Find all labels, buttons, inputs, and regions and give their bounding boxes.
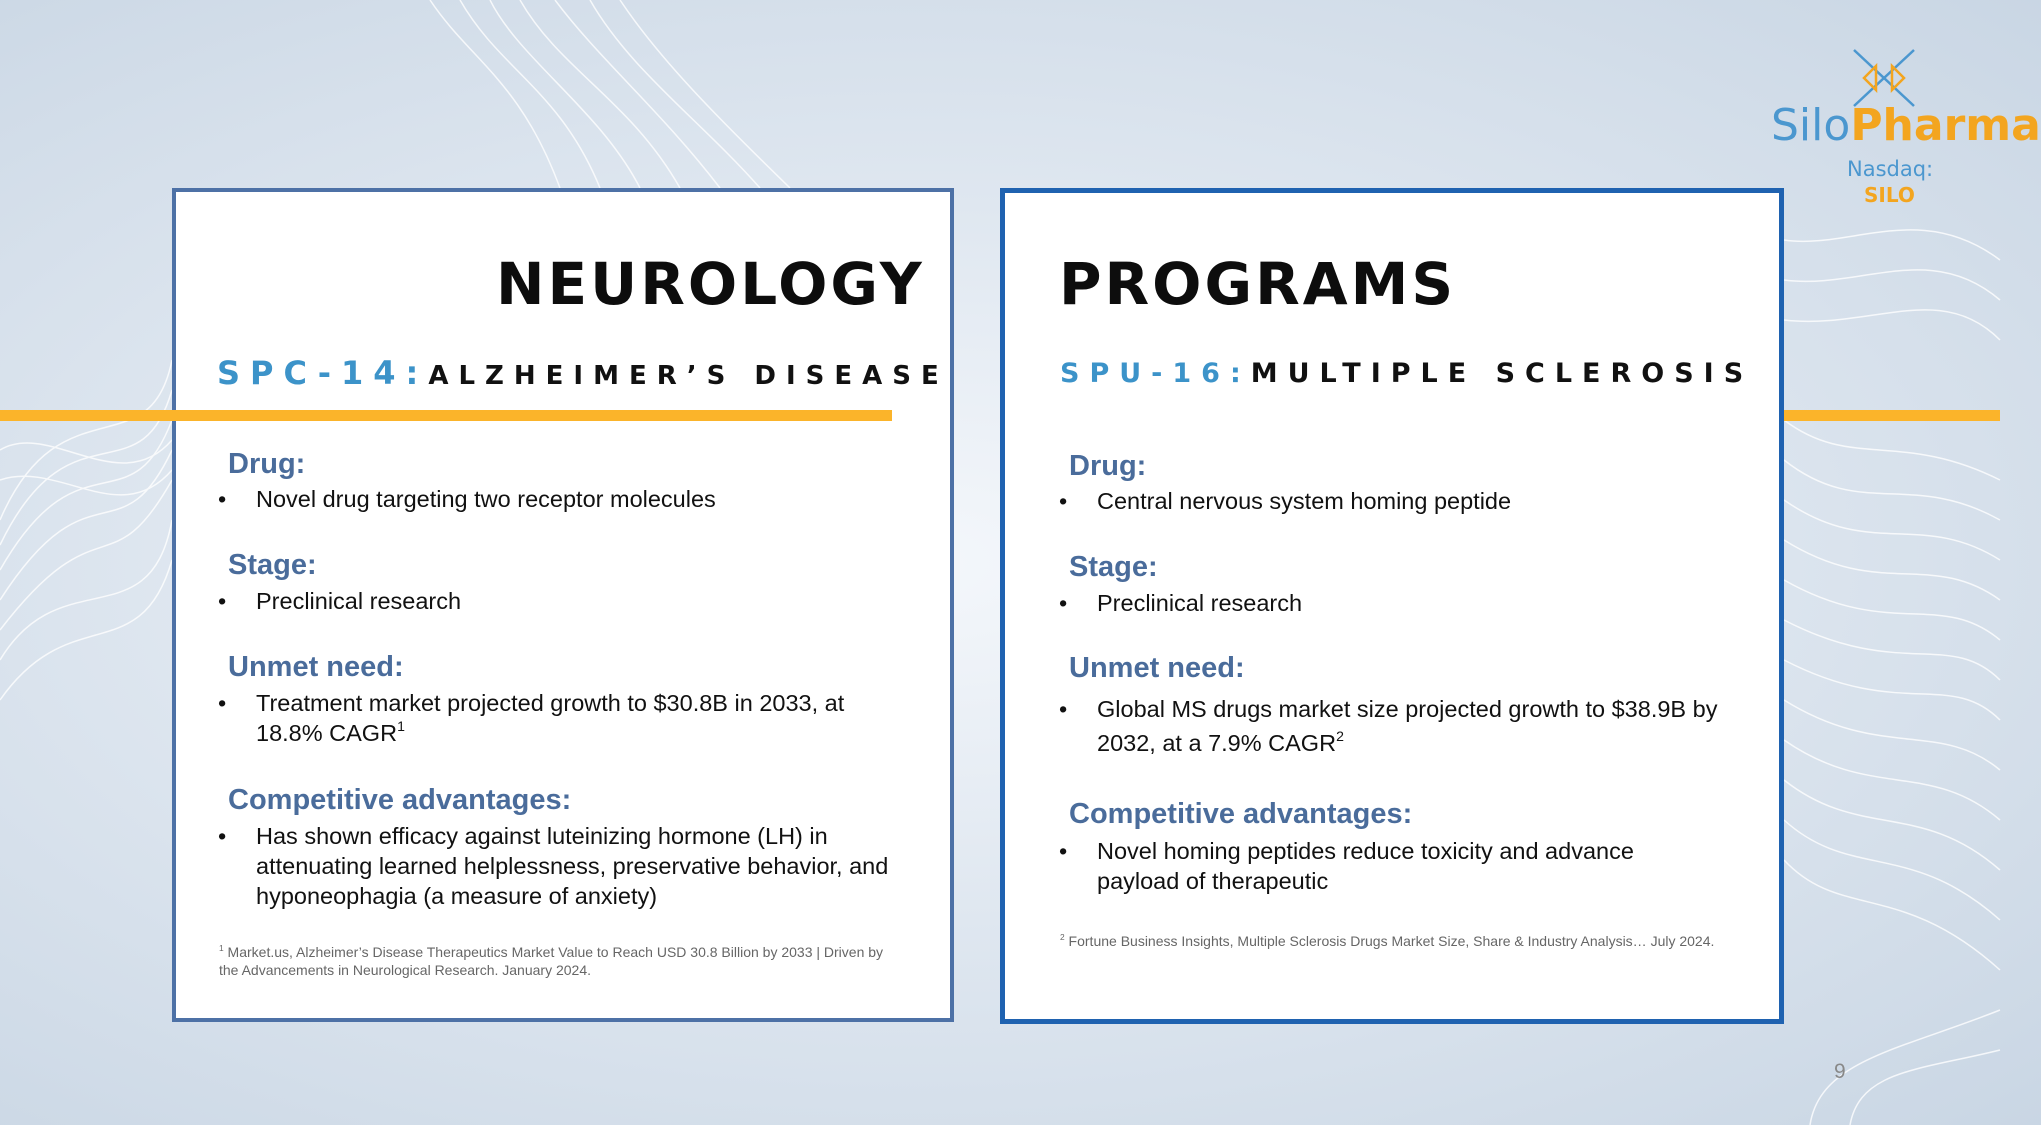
footnote-ref: 2 [1336, 728, 1344, 745]
competitive-advantages-label: Competitive advantages: [228, 784, 572, 816]
competitive-advantages-bullet [1059, 836, 1699, 896]
bullet-dot: • [1059, 838, 1068, 864]
stage-label: Stage: [1069, 551, 1158, 583]
bullet-dot: • [1059, 696, 1068, 722]
unmet-need-text: Global MS drugs market size projected growth to $38.9B by 2032, at a 7.9% CAGR [1097, 696, 1718, 756]
bullet-dot: • [218, 823, 227, 849]
silo-pharma-logo-icon [1846, 48, 1922, 108]
neurology-heading: NEUROLOGY [496, 250, 925, 318]
footnote-number: 1 [219, 943, 224, 954]
spc14-subheading [217, 354, 949, 392]
drug-text: Central nervous system homing peptide [1097, 488, 1512, 514]
competitive-advantages-bullet [218, 821, 898, 911]
footnote [1060, 932, 1730, 950]
programs-heading: PROGRAMS [1059, 250, 1457, 318]
stage-bullet [218, 586, 898, 616]
footnote-ref: 1 [397, 718, 405, 735]
drug-bullet [1059, 486, 1739, 516]
program-title: MULTIPLE SCLEROSIS [1250, 358, 1754, 389]
page-number: 9 [1834, 1060, 1846, 1083]
gold-divider [172, 410, 892, 421]
bullet-dot: • [1059, 488, 1068, 514]
unmet-need-bullet [1059, 692, 1739, 760]
bullet-dot: • [1059, 590, 1068, 616]
unmet-need-label: Unmet need: [1069, 652, 1245, 684]
bullet-dot: • [218, 486, 227, 512]
exchange-label: Nasdaq: [1847, 157, 1934, 181]
ticker-symbol: SILO [1864, 183, 1915, 207]
competitive-advantages-text: Has shown efficacy against luteinizing hormone (LH) in attenuating learned helplessness, preservative behavior, and hyponeophagia (a measure of anxiety) [256, 823, 889, 909]
bullet-dot: • [218, 588, 227, 614]
drug-label: Drug: [228, 448, 306, 480]
stage-label: Stage: [228, 549, 317, 581]
drug-text: Novel drug targeting two receptor molecules [256, 486, 716, 512]
unmet-need-label: Unmet need: [228, 651, 404, 683]
bullet-dot: • [218, 690, 227, 716]
drug-bullet [218, 484, 898, 514]
stage-text: Preclinical research [256, 588, 462, 614]
program-code: SPC-14: [217, 354, 429, 392]
logo-pharma: Pharma [1850, 100, 2041, 151]
footnote-text: Fortune Business Insights, Multiple Sclerosis Drugs Market Size, Share & Industry Analysis… July 2024. [1064, 933, 1715, 949]
footnote-number: 2 [1060, 932, 1065, 943]
stage-text: Preclinical research [1097, 590, 1303, 616]
competitive-advantages-label: Competitive advantages: [1069, 798, 1413, 830]
logo-silo: Silo [1771, 100, 1851, 151]
company-logo-text [1771, 100, 2041, 151]
unmet-need-text: Treatment market projected growth to $30.8B in 2033, at 18.8% CAGR [256, 690, 845, 746]
stage-bullet [1059, 588, 1739, 618]
drug-label: Drug: [1069, 450, 1147, 482]
program-title: ALZHEIMER’S DISEASE [428, 361, 949, 391]
program-code: SPU-16: [1060, 358, 1251, 389]
unmet-need-bullet [218, 688, 898, 748]
footnote-text: Market.us, Alzheimer’s Disease Therapeutics Market Value to Reach USD 30.8 Billion by 2033 | Driven by the Advancements in Neurological Research. January 2024. [219, 944, 884, 978]
spu16-subheading [1060, 358, 1753, 389]
competitive-advantages-text: Novel homing peptides reduce toxicity and advance payload of therapeutic [1097, 838, 1634, 894]
footnote [219, 943, 889, 979]
